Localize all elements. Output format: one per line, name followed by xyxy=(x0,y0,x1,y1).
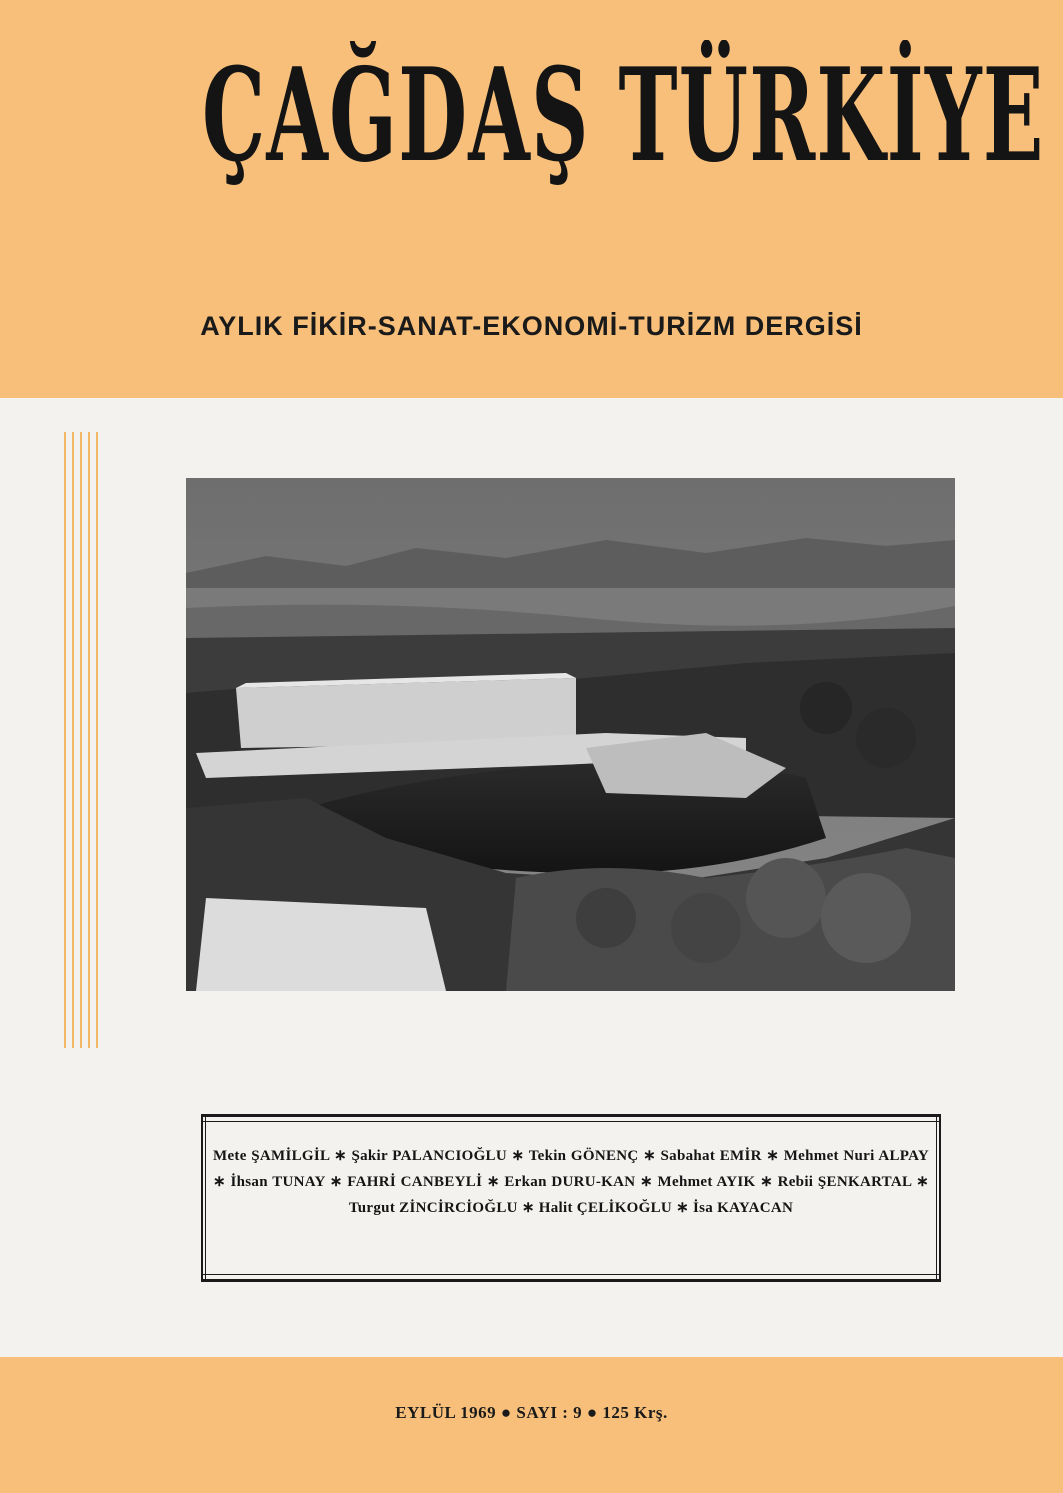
decorative-side-rules xyxy=(64,432,98,1048)
rule-line xyxy=(80,432,82,1048)
box-border-left xyxy=(201,1117,203,1279)
contributors-list: Mete ŞAMİLGİL ∗ Şakir PALANCIOĞLU ∗ Tekin GÖNENÇ ∗ Sabahat EMİR ∗ Mehmet Nuri ALPAY ∗ İhsan TUNAY ∗ FAHRİ CANBEYLİ ∗ Erkan DURU-KAN ∗ Mehmet AYIK ∗ Rebii ŞENKARTAL ∗ Turgut ZİNCİRCİOĞLU ∗ Halit ÇELİKOĞLU ∗ İsa KAYACAN xyxy=(213,1148,929,1216)
rule-line xyxy=(96,432,98,1048)
bottom-color-band xyxy=(0,1357,1063,1493)
box-border-left-inner xyxy=(205,1117,206,1279)
rule-line xyxy=(72,432,74,1048)
contributors-box xyxy=(201,1114,941,1282)
box-border-right xyxy=(939,1117,941,1279)
cover-photo-illustration xyxy=(186,478,955,991)
box-border-right-inner xyxy=(936,1117,937,1279)
rule-line xyxy=(64,432,66,1048)
cover-photo xyxy=(186,478,955,991)
issue-info: EYLÜL 1969 ● SAYI : 9 ● 125 Krş. xyxy=(395,1403,668,1422)
magazine-subtitle: AYLIK FİKİR-SANAT-EKONOMİ-TURİZM DERGİSİ xyxy=(200,311,863,341)
magazine-title: ÇAĞDAŞ TÜRKİYE xyxy=(201,41,1045,191)
rule-line xyxy=(88,432,90,1048)
